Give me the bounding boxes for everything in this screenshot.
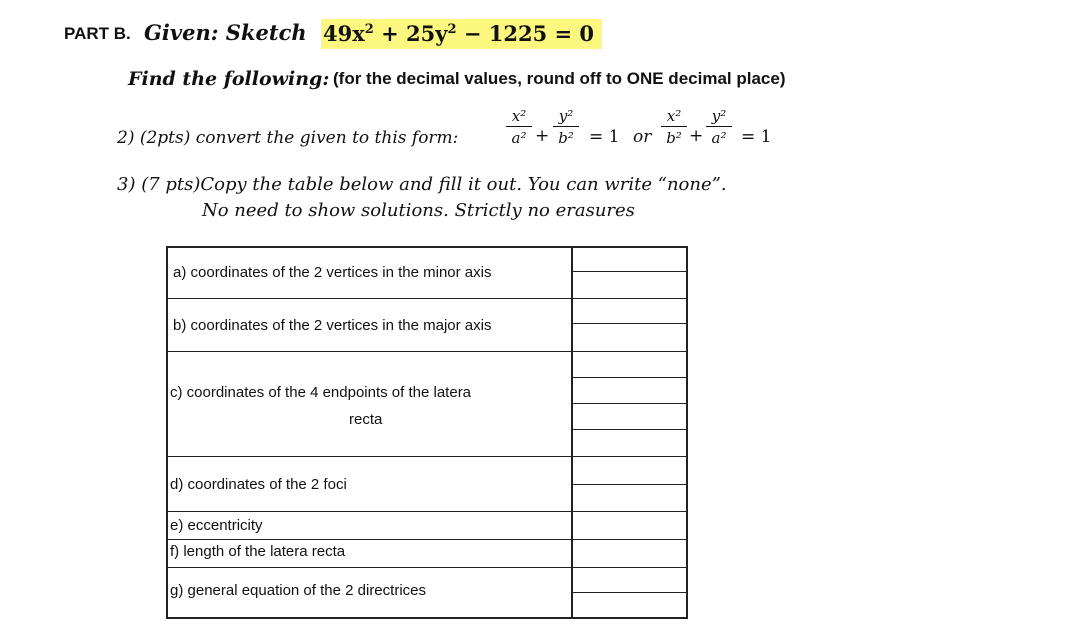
fraction-bar xyxy=(661,126,687,127)
fraction-y-over-a xyxy=(706,107,732,147)
fraction-y-over-b xyxy=(553,107,579,147)
numerator: x² xyxy=(666,107,682,125)
question-3-label: 3) (7 pts)Copy the table below and fill it out. You can write “none”. xyxy=(117,174,727,195)
answer-line xyxy=(573,403,687,404)
answer-line xyxy=(573,377,687,378)
question-3-note: No need to show solutions. Strictly no erasures xyxy=(202,200,635,221)
table-right-border xyxy=(686,246,688,618)
eq-term-3: − 1225 = 0 xyxy=(456,21,595,46)
row-label-f: f) length of the latera recta xyxy=(170,543,346,560)
denominator: b² xyxy=(666,129,682,147)
numerator: y² xyxy=(558,107,574,125)
eq-exp-2: 2 xyxy=(447,22,457,38)
denominator: b² xyxy=(558,129,574,147)
table-column-divider xyxy=(571,246,573,618)
denominator: a² xyxy=(511,129,527,147)
numerator: x² xyxy=(511,107,527,125)
answer-line xyxy=(573,271,687,272)
answer-line xyxy=(573,323,687,324)
question-2-label: 2) (2pts) convert the given to this form: xyxy=(117,128,459,148)
rounding-note: (for the decimal values, round off to ONE decimal place) xyxy=(333,69,786,88)
answer-line xyxy=(573,484,687,485)
row-label-b: b) coordinates of the 2 vertices in the major axis xyxy=(173,317,492,334)
or-word: or xyxy=(633,127,652,147)
denominator: a² xyxy=(711,129,727,147)
row-label-c-cont: recta xyxy=(349,411,383,428)
row-label-g: g) general equation of the 2 directrices xyxy=(170,582,426,599)
equals-one: = 1 xyxy=(741,127,772,147)
eq-exp-1: 2 xyxy=(364,22,374,38)
fraction-x-over-a xyxy=(506,107,532,147)
row-separator xyxy=(166,351,688,352)
row-label-d: d) coordinates of the 2 foci xyxy=(170,476,347,493)
row-separator xyxy=(166,511,688,512)
plus-sign: + xyxy=(535,126,550,146)
fraction-bar xyxy=(706,126,732,127)
row-separator xyxy=(166,456,688,457)
table-left-border xyxy=(166,246,168,618)
find-heading: Find the following: xyxy=(128,68,330,90)
table-top-border xyxy=(166,246,688,248)
given-equation xyxy=(321,19,602,49)
row-separator xyxy=(166,539,688,540)
plus-sign: + xyxy=(689,126,704,146)
row-label-e: e) eccentricity xyxy=(170,517,263,534)
fraction-bar xyxy=(553,126,579,127)
answer-line xyxy=(573,429,687,430)
row-label-c: c) coordinates of the 4 endpoints of the latera xyxy=(170,384,472,401)
part-label: PART B. xyxy=(64,24,131,43)
eq-term-2: + 25y xyxy=(373,21,448,46)
eq-term-1: 49x xyxy=(323,21,365,46)
table-bottom-border xyxy=(166,617,688,619)
row-separator xyxy=(166,567,688,568)
numerator: y² xyxy=(711,107,727,125)
row-label-a: a) coordinates of the 2 vertices in the minor axis xyxy=(173,264,492,281)
row-separator xyxy=(166,298,688,299)
fraction-x-over-b xyxy=(661,107,687,147)
fraction-bar xyxy=(506,126,532,127)
equals-one: = 1 xyxy=(589,127,620,147)
given-text: Given: Sketch xyxy=(144,20,307,45)
answer-line xyxy=(573,592,687,593)
